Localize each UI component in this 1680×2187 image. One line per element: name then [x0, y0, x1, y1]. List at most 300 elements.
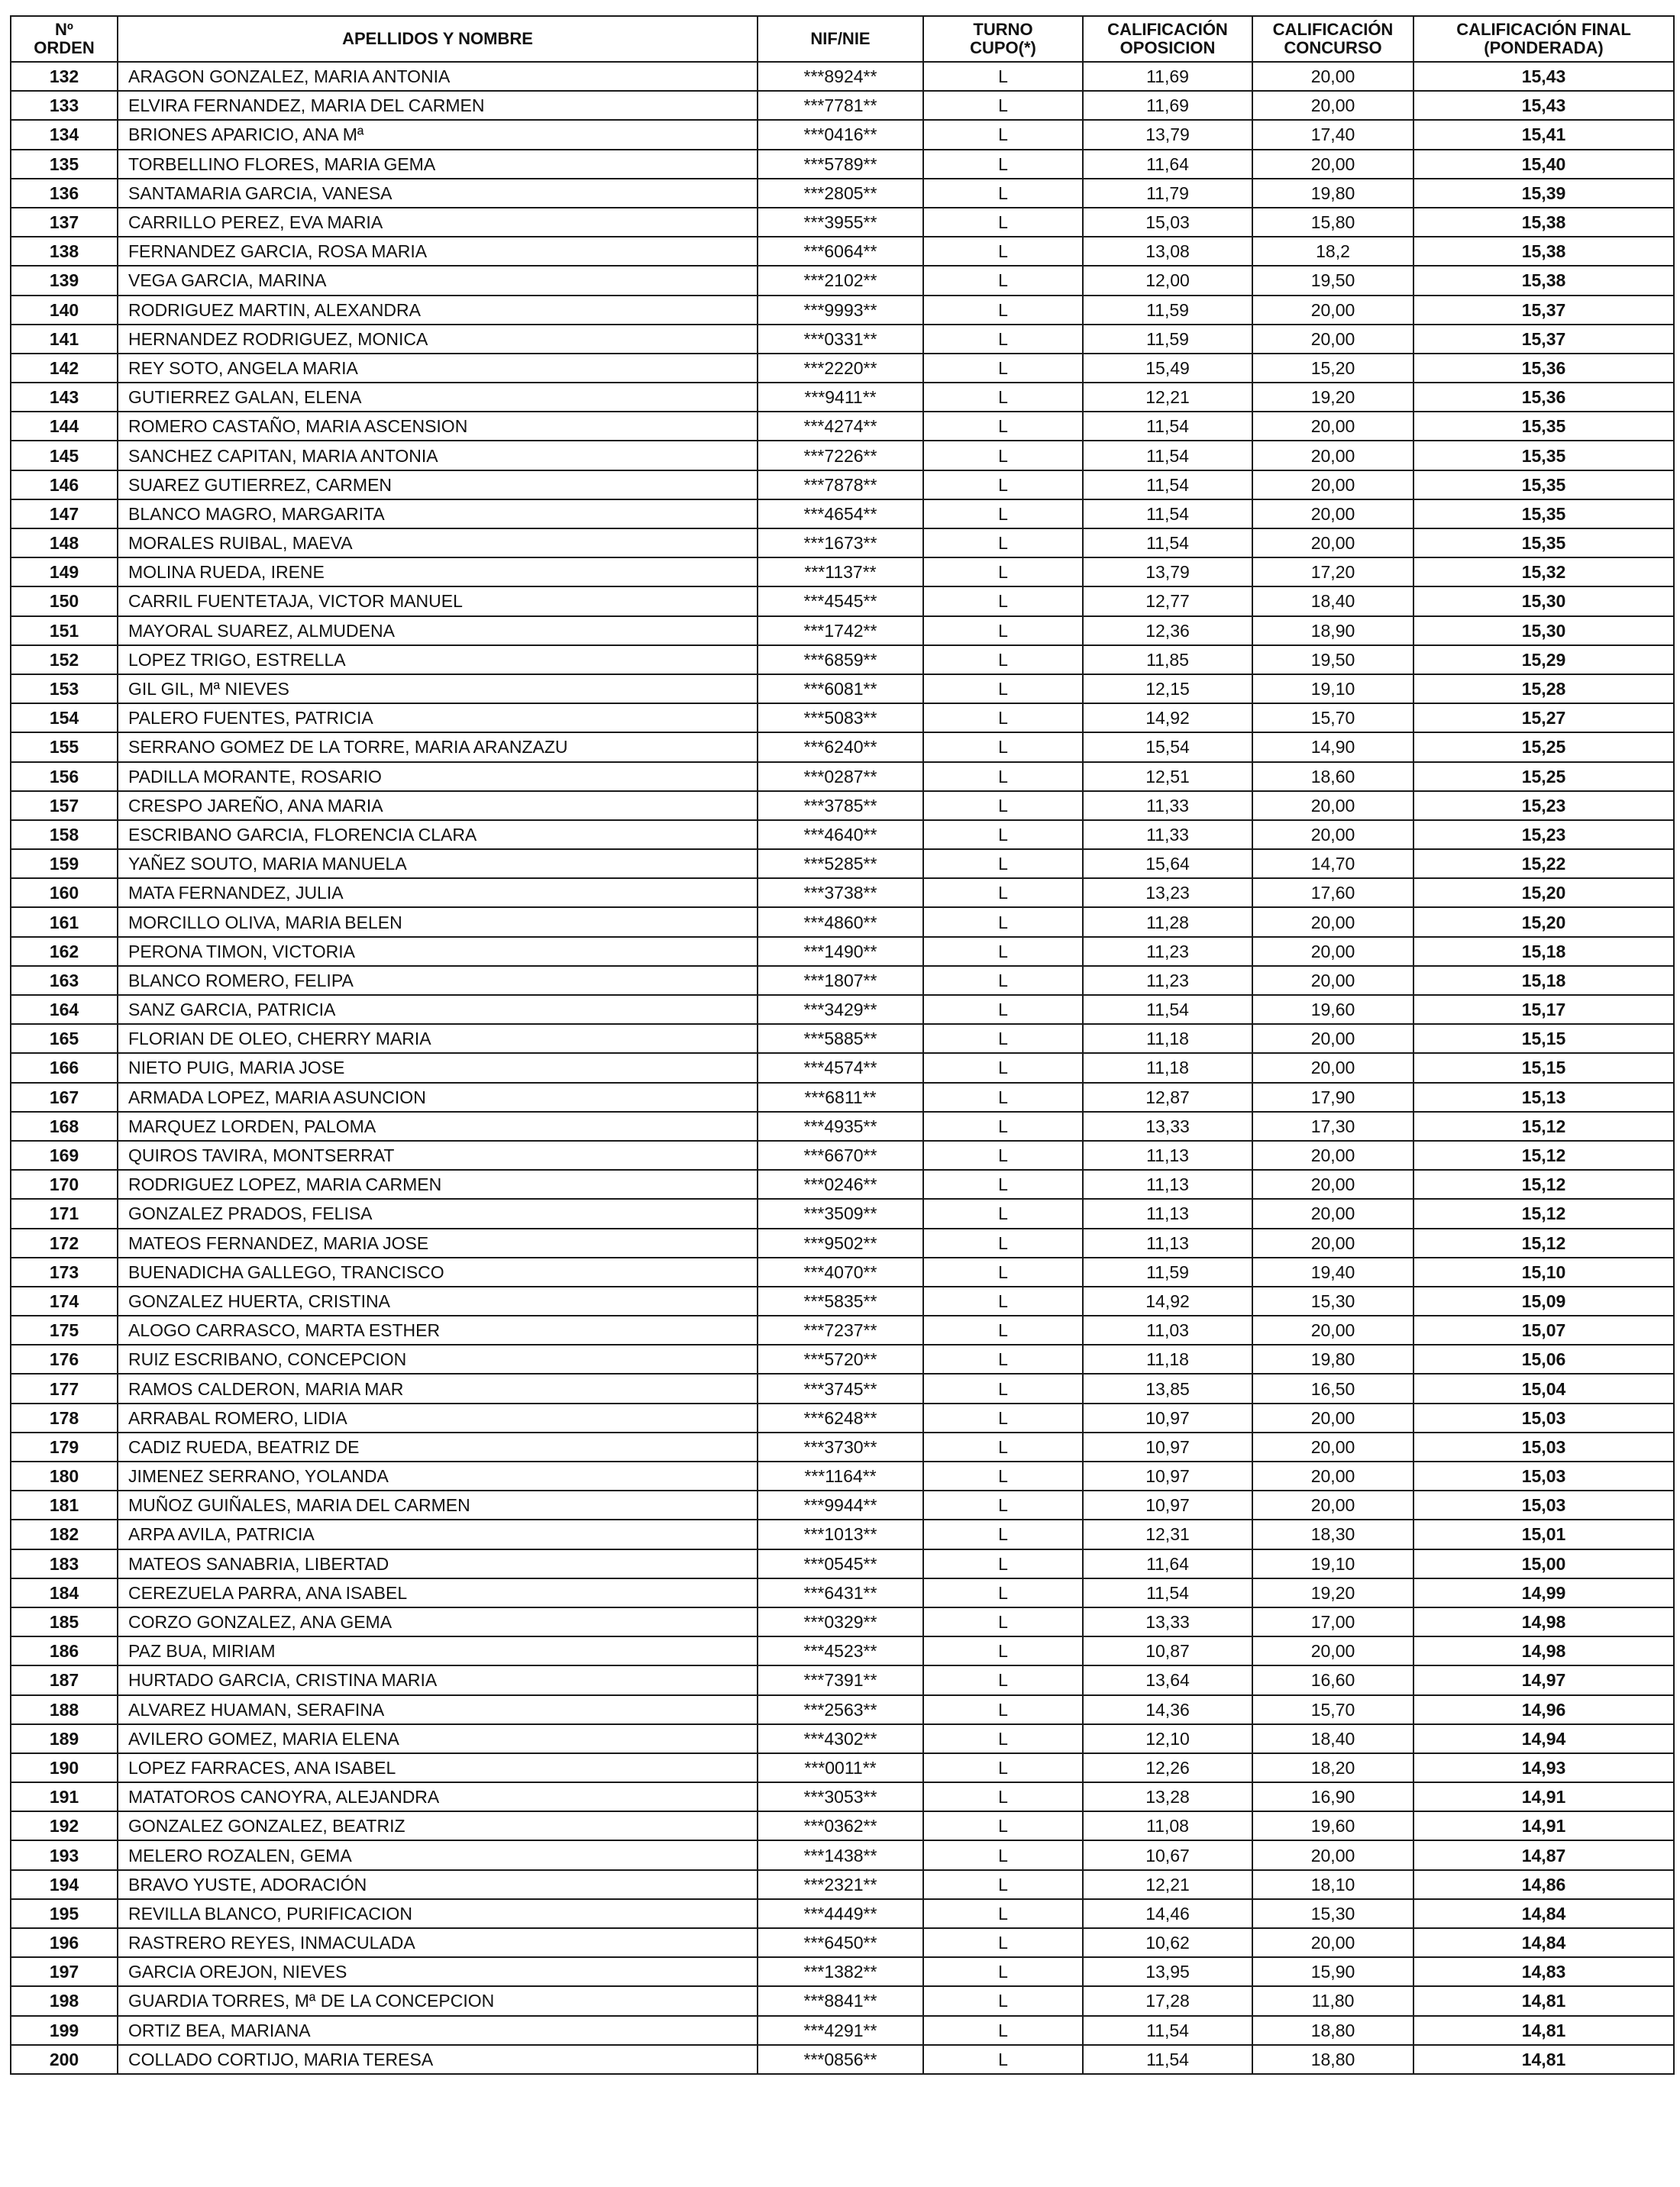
concurso-cell: 18,80 — [1252, 2016, 1413, 2045]
concurso-cell: 17,30 — [1252, 1112, 1413, 1141]
final-cell: 15,39 — [1413, 179, 1674, 208]
orden-cell: 146 — [11, 470, 118, 499]
concurso-cell: 17,20 — [1252, 557, 1413, 586]
orden-cell: 141 — [11, 325, 118, 354]
table-row — [11, 674, 1674, 703]
nif-cell: ***9944** — [758, 1491, 923, 1520]
final-cell: 15,03 — [1413, 1491, 1674, 1520]
nif-cell: ***7237** — [758, 1316, 923, 1345]
concurso-cell: 20,00 — [1252, 907, 1413, 936]
orden-cell: 151 — [11, 616, 118, 645]
turno-cell: L — [923, 528, 1083, 557]
table-row — [11, 1665, 1674, 1694]
oposicion-cell: 11,54 — [1083, 2045, 1252, 2074]
nif-cell: ***2805** — [758, 179, 923, 208]
final-cell: 14,93 — [1413, 1753, 1674, 1782]
oposicion-cell: 11,54 — [1083, 470, 1252, 499]
oposicion-cell: 11,08 — [1083, 1811, 1252, 1840]
nif-cell: ***1742** — [758, 616, 923, 645]
turno-cell: L — [923, 907, 1083, 936]
nif-cell: ***5835** — [758, 1287, 923, 1316]
concurso-cell: 20,00 — [1252, 62, 1413, 91]
final-cell: 15,15 — [1413, 1024, 1674, 1053]
table-row — [11, 732, 1674, 761]
final-cell: 15,12 — [1413, 1229, 1674, 1258]
turno-cell: L — [923, 1724, 1083, 1753]
nif-cell: ***6081** — [758, 674, 923, 703]
oposicion-cell: 11,54 — [1083, 995, 1252, 1024]
nombre-cell: MARQUEZ LORDEN, PALOMA — [118, 1112, 758, 1141]
table-row — [11, 1491, 1674, 1520]
table-row — [11, 1986, 1674, 2015]
nif-cell: ***4640** — [758, 820, 923, 849]
nif-cell: ***0362** — [758, 1811, 923, 1840]
concurso-cell: 16,60 — [1252, 1665, 1413, 1694]
final-cell: 15,12 — [1413, 1112, 1674, 1141]
table-row — [11, 1928, 1674, 1957]
turno-cell: L — [923, 1053, 1083, 1082]
concurso-cell: 18,10 — [1252, 1870, 1413, 1899]
final-cell: 15,09 — [1413, 1287, 1674, 1316]
nombre-cell: BRIONES APARICIO, ANA Mª — [118, 120, 758, 149]
orden-cell: 173 — [11, 1258, 118, 1287]
orden-cell: 133 — [11, 91, 118, 120]
nombre-cell: ALOGO CARRASCO, MARTA ESTHER — [118, 1316, 758, 1345]
final-cell: 15,37 — [1413, 325, 1674, 354]
nombre-cell: MORALES RUIBAL, MAEVA — [118, 528, 758, 557]
turno-cell: L — [923, 1986, 1083, 2015]
orden-cell: 188 — [11, 1695, 118, 1724]
orden-cell: 144 — [11, 412, 118, 441]
final-cell: 15,25 — [1413, 732, 1674, 761]
turno-cell: L — [923, 1520, 1083, 1549]
table-row — [11, 907, 1674, 936]
nombre-cell: FLORIAN DE OLEO, CHERRY MARIA — [118, 1024, 758, 1053]
oposicion-cell: 11,59 — [1083, 325, 1252, 354]
oposicion-cell: 11,18 — [1083, 1053, 1252, 1082]
turno-cell: L — [923, 325, 1083, 354]
table-row — [11, 878, 1674, 907]
orden-cell: 193 — [11, 1840, 118, 1869]
table-row — [11, 266, 1674, 295]
nif-cell: ***3730** — [758, 1433, 923, 1462]
nombre-cell: HERNANDEZ RODRIGUEZ, MONICA — [118, 325, 758, 354]
final-cell: 15,43 — [1413, 62, 1674, 91]
turno-cell: L — [923, 703, 1083, 732]
orden-cell: 160 — [11, 878, 118, 907]
orden-cell: 183 — [11, 1549, 118, 1578]
orden-cell: 170 — [11, 1170, 118, 1199]
turno-cell: L — [923, 296, 1083, 325]
final-cell: 15,25 — [1413, 762, 1674, 791]
final-cell: 15,10 — [1413, 1258, 1674, 1287]
concurso-cell: 20,00 — [1252, 1170, 1413, 1199]
nombre-cell: RODRIGUEZ MARTIN, ALEXANDRA — [118, 296, 758, 325]
orden-cell: 134 — [11, 120, 118, 149]
orden-cell: 138 — [11, 237, 118, 266]
final-cell: 15,38 — [1413, 266, 1674, 295]
concurso-cell: 17,60 — [1252, 878, 1413, 907]
nombre-cell: SANZ GARCIA, PATRICIA — [118, 995, 758, 1024]
nif-cell: ***6431** — [758, 1578, 923, 1607]
nombre-cell: BUENADICHA GALLEGO, TRANCISCO — [118, 1258, 758, 1287]
turno-cell: L — [923, 62, 1083, 91]
orden-cell: 197 — [11, 1957, 118, 1986]
oposicion-cell: 11,13 — [1083, 1141, 1252, 1170]
nombre-cell: ROMERO CASTAÑO, MARIA ASCENSION — [118, 412, 758, 441]
nombre-cell: CARRILLO PEREZ, EVA MARIA — [118, 208, 758, 237]
turno-cell: L — [923, 762, 1083, 791]
concurso-cell: 20,00 — [1252, 1024, 1413, 1053]
turno-cell: L — [923, 1636, 1083, 1665]
concurso-cell: 18,30 — [1252, 1520, 1413, 1549]
orden-cell: 187 — [11, 1665, 118, 1694]
nif-cell: ***5285** — [758, 849, 923, 878]
oposicion-cell: 15,03 — [1083, 208, 1252, 237]
nif-cell: ***1673** — [758, 528, 923, 557]
nombre-cell: GARCIA OREJON, NIEVES — [118, 1957, 758, 1986]
oposicion-cell: 14,36 — [1083, 1695, 1252, 1724]
turno-cell: L — [923, 1316, 1083, 1345]
nif-cell: ***6240** — [758, 732, 923, 761]
turno-cell: L — [923, 1345, 1083, 1374]
concurso-cell: 18,90 — [1252, 616, 1413, 645]
nombre-cell: MUÑOZ GUIÑALES, MARIA DEL CARMEN — [118, 1491, 758, 1520]
concurso-cell: 20,00 — [1252, 499, 1413, 528]
nif-cell: ***1164** — [758, 1462, 923, 1491]
nif-cell: ***4070** — [758, 1258, 923, 1287]
nif-cell: ***3738** — [758, 878, 923, 907]
nombre-cell: PADILLA MORANTE, ROSARIO — [118, 762, 758, 791]
nif-cell: ***6811** — [758, 1083, 923, 1112]
nif-cell: ***6670** — [758, 1141, 923, 1170]
concurso-cell: 20,00 — [1252, 1229, 1413, 1258]
table-row — [11, 1462, 1674, 1491]
turno-cell: L — [923, 2016, 1083, 2045]
nombre-cell: VEGA GARCIA, MARINA — [118, 266, 758, 295]
table-row — [11, 616, 1674, 645]
orden-cell: 154 — [11, 703, 118, 732]
oposicion-cell: 11,03 — [1083, 1316, 1252, 1345]
orden-cell: 166 — [11, 1053, 118, 1082]
header-nombre: APELLIDOS Y NOMBRE — [118, 16, 758, 62]
final-cell: 15,28 — [1413, 674, 1674, 703]
concurso-cell: 20,00 — [1252, 1491, 1413, 1520]
final-cell: 15,30 — [1413, 586, 1674, 615]
orden-cell: 186 — [11, 1636, 118, 1665]
nombre-cell: MATATOROS CANOYRA, ALEJANDRA — [118, 1782, 758, 1811]
concurso-cell: 15,90 — [1252, 1957, 1413, 1986]
nombre-cell: PALERO FUENTES, PATRICIA — [118, 703, 758, 732]
nif-cell: ***3429** — [758, 995, 923, 1024]
table-row — [11, 325, 1674, 354]
concurso-cell: 20,00 — [1252, 441, 1413, 470]
final-cell: 14,87 — [1413, 1840, 1674, 1869]
orden-cell: 155 — [11, 732, 118, 761]
table-row — [11, 1811, 1674, 1840]
final-cell: 15,27 — [1413, 703, 1674, 732]
nif-cell: ***2563** — [758, 1695, 923, 1724]
turno-cell: L — [923, 1607, 1083, 1636]
turno-cell: L — [923, 1753, 1083, 1782]
table-row — [11, 208, 1674, 237]
orden-cell: 139 — [11, 266, 118, 295]
turno-cell: L — [923, 791, 1083, 820]
turno-cell: L — [923, 1258, 1083, 1287]
orden-cell: 181 — [11, 1491, 118, 1520]
final-cell: 15,23 — [1413, 820, 1674, 849]
header-nif: NIF/NIE — [758, 16, 923, 62]
table-row — [11, 1170, 1674, 1199]
nombre-cell: ARPA AVILA, PATRICIA — [118, 1520, 758, 1549]
nombre-cell: CEREZUELA PARRA, ANA ISABEL — [118, 1578, 758, 1607]
orden-cell: 136 — [11, 179, 118, 208]
nombre-cell: QUIROS TAVIRA, MONTSERRAT — [118, 1141, 758, 1170]
turno-cell: L — [923, 1112, 1083, 1141]
table-row — [11, 296, 1674, 325]
final-cell: 15,07 — [1413, 1316, 1674, 1345]
concurso-cell: 17,00 — [1252, 1607, 1413, 1636]
table-row — [11, 849, 1674, 878]
concurso-cell: 20,00 — [1252, 1199, 1413, 1228]
concurso-cell: 14,90 — [1252, 732, 1413, 761]
concurso-cell: 15,30 — [1252, 1287, 1413, 1316]
table-row — [11, 557, 1674, 586]
table-row — [11, 120, 1674, 149]
table-row — [11, 1840, 1674, 1869]
concurso-cell: 20,00 — [1252, 528, 1413, 557]
nif-cell: ***5789** — [758, 150, 923, 179]
orden-cell: 182 — [11, 1520, 118, 1549]
concurso-cell: 15,20 — [1252, 354, 1413, 383]
orden-cell: 135 — [11, 150, 118, 179]
orden-cell: 177 — [11, 1374, 118, 1403]
nombre-cell: REY SOTO, ANGELA MARIA — [118, 354, 758, 383]
nif-cell: ***3785** — [758, 791, 923, 820]
nombre-cell: GONZALEZ GONZALEZ, BEATRIZ — [118, 1811, 758, 1840]
final-cell: 15,41 — [1413, 120, 1674, 149]
final-cell: 15,30 — [1413, 616, 1674, 645]
orden-cell: 171 — [11, 1199, 118, 1228]
oposicion-cell: 11,59 — [1083, 296, 1252, 325]
final-cell: 15,12 — [1413, 1170, 1674, 1199]
turno-cell: L — [923, 1462, 1083, 1491]
table-row — [11, 1549, 1674, 1578]
turno-cell: L — [923, 849, 1083, 878]
concurso-cell: 20,00 — [1252, 1433, 1413, 1462]
final-cell: 15,06 — [1413, 1345, 1674, 1374]
oposicion-cell: 10,62 — [1083, 1928, 1252, 1957]
turno-cell: L — [923, 237, 1083, 266]
nombre-cell: RAMOS CALDERON, MARIA MAR — [118, 1374, 758, 1403]
oposicion-cell: 14,92 — [1083, 703, 1252, 732]
orden-cell: 169 — [11, 1141, 118, 1170]
nombre-cell: GUARDIA TORRES, Mª DE LA CONCEPCION — [118, 1986, 758, 2015]
concurso-cell: 19,40 — [1252, 1258, 1413, 1287]
nombre-cell: LOPEZ TRIGO, ESTRELLA — [118, 645, 758, 674]
nombre-cell: JIMENEZ SERRANO, YOLANDA — [118, 1462, 758, 1491]
turno-cell: L — [923, 441, 1083, 470]
nombre-cell: AVILERO GOMEZ, MARIA ELENA — [118, 1724, 758, 1753]
oposicion-cell: 13,79 — [1083, 120, 1252, 149]
nombre-cell: REVILLA BLANCO, PURIFICACION — [118, 1899, 758, 1928]
orden-cell: 191 — [11, 1782, 118, 1811]
turno-cell: L — [923, 179, 1083, 208]
nif-cell: ***7781** — [758, 91, 923, 120]
nif-cell: ***0329** — [758, 1607, 923, 1636]
turno-cell: L — [923, 1840, 1083, 1869]
table-row — [11, 1141, 1674, 1170]
nombre-cell: FERNANDEZ GARCIA, ROSA MARIA — [118, 237, 758, 266]
final-cell: 15,03 — [1413, 1433, 1674, 1462]
concurso-cell: 16,90 — [1252, 1782, 1413, 1811]
final-cell: 15,22 — [1413, 849, 1674, 878]
turno-cell: L — [923, 1024, 1083, 1053]
nombre-cell: COLLADO CORTIJO, MARIA TERESA — [118, 2045, 758, 2074]
orden-cell: 184 — [11, 1578, 118, 1607]
oposicion-cell: 13,95 — [1083, 1957, 1252, 1986]
final-cell: 15,29 — [1413, 645, 1674, 674]
turno-cell: L — [923, 1578, 1083, 1607]
nif-cell: ***4302** — [758, 1724, 923, 1753]
table-row — [11, 2016, 1674, 2045]
concurso-cell: 18,40 — [1252, 1724, 1413, 1753]
table-row — [11, 1870, 1674, 1899]
final-cell: 14,98 — [1413, 1636, 1674, 1665]
turno-cell: L — [923, 499, 1083, 528]
oposicion-cell: 11,85 — [1083, 645, 1252, 674]
orden-cell: 163 — [11, 966, 118, 995]
final-cell: 15,18 — [1413, 937, 1674, 966]
oposicion-cell: 13,33 — [1083, 1112, 1252, 1141]
orden-cell: 195 — [11, 1899, 118, 1928]
table-row — [11, 1782, 1674, 1811]
concurso-cell: 16,50 — [1252, 1374, 1413, 1403]
nif-cell: ***0545** — [758, 1549, 923, 1578]
nif-cell: ***0287** — [758, 762, 923, 791]
final-cell: 15,20 — [1413, 907, 1674, 936]
nombre-cell: SUAREZ GUTIERREZ, CARMEN — [118, 470, 758, 499]
final-cell: 15,01 — [1413, 1520, 1674, 1549]
header-oposicion: CALIFICACIÓN OPOSICION — [1083, 16, 1252, 62]
orden-cell: 194 — [11, 1870, 118, 1899]
table-row — [11, 937, 1674, 966]
final-cell: 15,03 — [1413, 1462, 1674, 1491]
table-row — [11, 1520, 1674, 1549]
final-cell: 14,86 — [1413, 1870, 1674, 1899]
oposicion-cell: 11,69 — [1083, 62, 1252, 91]
turno-cell: L — [923, 1083, 1083, 1112]
concurso-cell: 17,90 — [1252, 1083, 1413, 1112]
nif-cell: ***5885** — [758, 1024, 923, 1053]
concurso-cell: 19,10 — [1252, 1549, 1413, 1578]
oposicion-cell: 11,79 — [1083, 179, 1252, 208]
turno-cell: L — [923, 1433, 1083, 1462]
nombre-cell: BLANCO MAGRO, MARGARITA — [118, 499, 758, 528]
concurso-cell: 18,80 — [1252, 2045, 1413, 2074]
nif-cell: ***0246** — [758, 1170, 923, 1199]
oposicion-cell: 13,33 — [1083, 1607, 1252, 1636]
oposicion-cell: 11,13 — [1083, 1229, 1252, 1258]
orden-cell: 179 — [11, 1433, 118, 1462]
oposicion-cell: 13,23 — [1083, 878, 1252, 907]
orden-cell: 165 — [11, 1024, 118, 1053]
final-cell: 15,36 — [1413, 383, 1674, 412]
header-concurso: CALIFICACIÓN CONCURSO — [1252, 16, 1413, 62]
orden-cell: 196 — [11, 1928, 118, 1957]
orden-cell: 199 — [11, 2016, 118, 2045]
header-turno: TURNO CUPO(*) — [923, 16, 1083, 62]
orden-cell: 158 — [11, 820, 118, 849]
final-cell: 14,83 — [1413, 1957, 1674, 1986]
nif-cell: ***1382** — [758, 1957, 923, 1986]
turno-cell: L — [923, 91, 1083, 120]
nif-cell: ***8924** — [758, 62, 923, 91]
oposicion-cell: 15,54 — [1083, 732, 1252, 761]
concurso-cell: 20,00 — [1252, 1928, 1413, 1957]
concurso-cell: 19,10 — [1252, 674, 1413, 703]
concurso-cell: 20,00 — [1252, 1141, 1413, 1170]
concurso-cell: 20,00 — [1252, 791, 1413, 820]
turno-cell: L — [923, 354, 1083, 383]
table-row — [11, 1578, 1674, 1607]
oposicion-cell: 15,64 — [1083, 849, 1252, 878]
turno-cell: L — [923, 120, 1083, 149]
table-row — [11, 91, 1674, 120]
oposicion-cell: 12,36 — [1083, 616, 1252, 645]
turno-cell: L — [923, 1899, 1083, 1928]
oposicion-cell: 12,31 — [1083, 1520, 1252, 1549]
oposicion-cell: 12,77 — [1083, 586, 1252, 615]
table-row — [11, 412, 1674, 441]
turno-cell: L — [923, 412, 1083, 441]
table-row — [11, 1899, 1674, 1928]
concurso-cell: 19,80 — [1252, 179, 1413, 208]
final-cell: 15,37 — [1413, 296, 1674, 325]
nombre-cell: RASTRERO REYES, INMACULADA — [118, 1928, 758, 1957]
orden-cell: 190 — [11, 1753, 118, 1782]
final-cell: 15,35 — [1413, 441, 1674, 470]
final-cell: 14,91 — [1413, 1811, 1674, 1840]
oposicion-cell: 11,33 — [1083, 820, 1252, 849]
concurso-cell: 20,00 — [1252, 325, 1413, 354]
oposicion-cell: 11,23 — [1083, 937, 1252, 966]
table-body — [11, 62, 1674, 2074]
table-row — [11, 1345, 1674, 1374]
turno-cell: L — [923, 1374, 1083, 1403]
orden-cell: 161 — [11, 907, 118, 936]
nif-cell: ***1807** — [758, 966, 923, 995]
orden-cell: 152 — [11, 645, 118, 674]
concurso-cell: 18,2 — [1252, 237, 1413, 266]
table-row — [11, 441, 1674, 470]
nif-cell: ***1137** — [758, 557, 923, 586]
oposicion-cell: 13,64 — [1083, 1665, 1252, 1694]
nif-cell: ***6064** — [758, 237, 923, 266]
final-cell: 15,20 — [1413, 878, 1674, 907]
table-row — [11, 1724, 1674, 1753]
oposicion-cell: 12,21 — [1083, 383, 1252, 412]
turno-cell: L — [923, 1928, 1083, 1957]
oposicion-cell: 11,54 — [1083, 528, 1252, 557]
table-row — [11, 1404, 1674, 1433]
nif-cell: ***7226** — [758, 441, 923, 470]
nombre-cell: GONZALEZ PRADOS, FELISA — [118, 1199, 758, 1228]
concurso-cell: 18,60 — [1252, 762, 1413, 791]
nif-cell: ***6450** — [758, 1928, 923, 1957]
concurso-cell: 20,00 — [1252, 91, 1413, 120]
table-header — [11, 16, 1674, 62]
